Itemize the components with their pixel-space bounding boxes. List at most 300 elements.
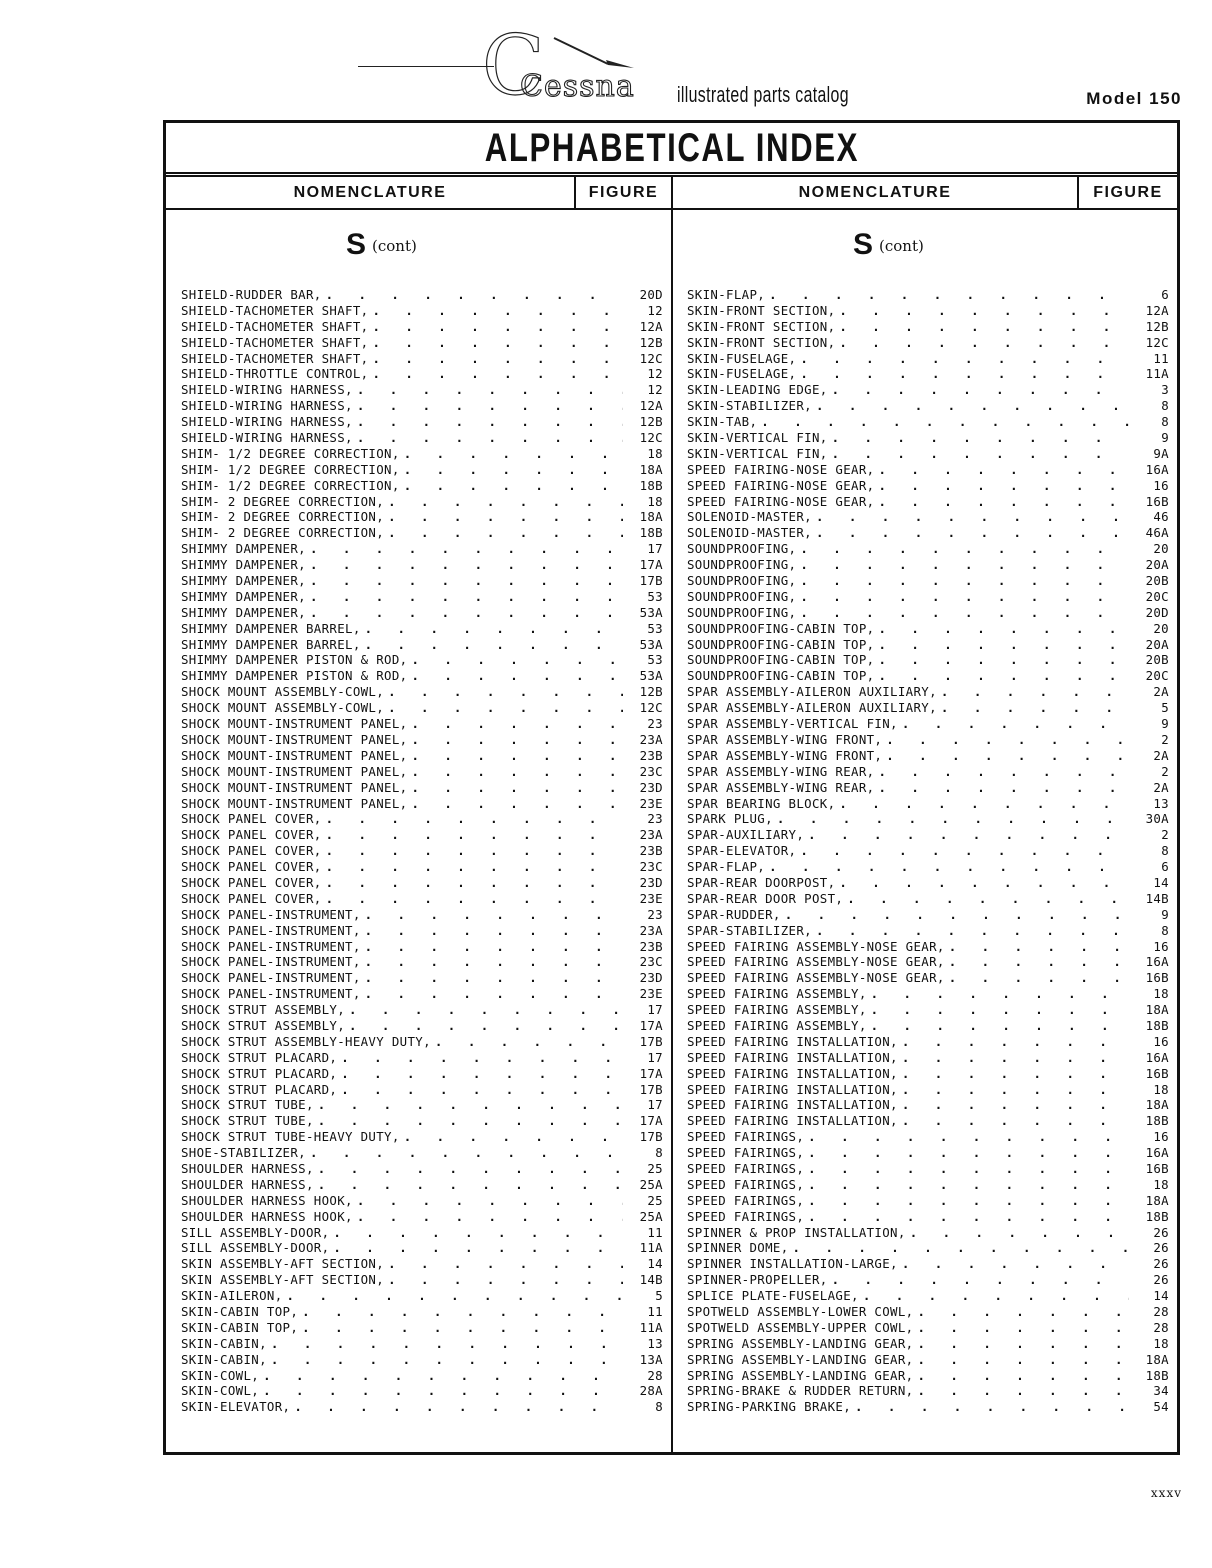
entry-nomenclature: SHOCK STRUT TUBE,: [181, 1113, 314, 1129]
entry-nomenclature: SPRING-BRAKE & RUDDER RETURN,: [687, 1383, 914, 1399]
entry-nomenclature: SHOCK PANEL COVER,: [181, 843, 322, 859]
entry-figure: 34: [1153, 1383, 1169, 1399]
entry-nomenclature: SPLICE PLATE-FUSELAGE,: [687, 1288, 859, 1304]
entry-nomenclature: SPEED FAIRING-NOSE GEAR,: [687, 461, 875, 477]
dot-leader: [384, 494, 623, 510]
entry-nomenclature: SHOE-STABILIZER,: [181, 1145, 306, 1161]
section-note: (cont): [372, 237, 417, 255]
index-entry: [181, 1336, 663, 1352]
index-entry: [687, 1320, 1169, 1336]
index-entry: [687, 1129, 1169, 1145]
dot-leader: [384, 1256, 623, 1272]
entry-figure: 18B: [1145, 1367, 1169, 1383]
dot-leader: [407, 652, 623, 668]
entry-figure: 16B: [1145, 970, 1169, 986]
index-entry: [181, 1352, 663, 1368]
entry-figure: 12C: [1145, 334, 1169, 350]
dot-leader: [267, 1352, 623, 1368]
right-entry-list: [687, 287, 1169, 1415]
dot-leader: [322, 287, 623, 303]
index-entry: [687, 1018, 1169, 1034]
dot-leader: [322, 891, 623, 907]
entry-figure: 18A: [639, 461, 663, 477]
index-entry: [687, 1161, 1169, 1177]
entry-figure: 14B: [639, 1272, 663, 1288]
index-entry: [181, 1383, 663, 1399]
dot-leader: [781, 907, 1129, 923]
entry-nomenclature: SPEED FAIRING INSTALLATION,: [687, 1097, 898, 1113]
dot-leader: [913, 1368, 1129, 1384]
entry-figure: 18B: [639, 477, 663, 493]
entry-figure: 2: [1161, 827, 1169, 843]
dot-leader: [796, 843, 1129, 859]
section-letter: S: [853, 228, 874, 261]
entry-nomenclature: SKIN-FLAP,: [687, 287, 766, 302]
entry-nomenclature: SPOTWELD ASSEMBLY-UPPER COWL,: [687, 1319, 914, 1335]
dot-leader: [306, 589, 623, 605]
entry-nomenclature: SPRING ASSEMBLY-LANDING GEAR,: [687, 1351, 914, 1367]
entry-figure: 20A: [1145, 557, 1169, 573]
left-entry-list: [181, 287, 663, 1415]
index-entry: [181, 1145, 663, 1161]
index-entry: [687, 589, 1169, 605]
index-entry: [687, 907, 1169, 923]
dot-leader: [322, 843, 623, 859]
index-entry: [687, 1002, 1169, 1018]
dot-leader: [353, 398, 623, 414]
entry-nomenclature: SPINNER & PROP INSTALLATION,: [687, 1224, 906, 1240]
entry-nomenclature: SHIELD-WIRING HARNESS,: [181, 414, 353, 430]
entry-figure: 18: [647, 445, 663, 461]
index-entry: [181, 1304, 663, 1320]
entry-nomenclature: SHOCK PANEL-INSTRUMENT,: [181, 906, 361, 922]
dot-leader: [874, 621, 1129, 637]
entry-nomenclature: SPEED FAIRINGS,: [687, 1208, 805, 1224]
index-entry: [687, 414, 1169, 430]
dot-leader: [368, 303, 623, 319]
entry-nomenclature: SHOCK PANEL COVER,: [181, 890, 322, 906]
dot-leader: [267, 1336, 623, 1352]
index-entry: [181, 1193, 663, 1209]
column-divider: [671, 175, 673, 1452]
index-entry: [181, 541, 663, 557]
dot-leader: [368, 319, 623, 335]
entry-nomenclature: SPEED FAIRINGS,: [687, 1129, 805, 1145]
index-entry: [687, 446, 1169, 462]
entry-nomenclature: SKIN-TAB,: [687, 414, 758, 430]
dot-leader: [407, 780, 623, 796]
entry-figure: 9: [1161, 906, 1169, 922]
dot-leader: [945, 954, 1129, 970]
entry-figure: 28: [647, 1367, 663, 1383]
entry-nomenclature: SHOCK MOUNT-INSTRUMENT PANEL,: [181, 779, 408, 795]
dot-leader: [804, 1177, 1129, 1193]
index-entry: [181, 1240, 663, 1256]
dot-leader: [867, 1018, 1129, 1034]
entry-figure: 23A: [639, 922, 663, 938]
index-entry: [181, 1034, 663, 1050]
entry-nomenclature: SOUNDPROOFING-CABIN TOP,: [687, 620, 875, 636]
entry-figure: 18B: [1145, 1017, 1169, 1033]
entry-nomenclature: SPAR ASSEMBLY-WING REAR,: [687, 763, 875, 779]
entry-nomenclature: SHIM- 1/2 DEGREE CORRECTION,: [181, 445, 400, 461]
entry-figure: 18: [1153, 986, 1169, 1002]
entry-figure: 12C: [639, 430, 663, 446]
entry-figure: 23B: [639, 747, 663, 763]
dot-leader: [407, 764, 623, 780]
entry-figure: 14: [1153, 874, 1169, 890]
index-entry: [181, 1018, 663, 1034]
entry-figure: 17A: [639, 1017, 663, 1033]
index-entry: [181, 446, 663, 462]
dot-leader: [314, 1177, 623, 1193]
index-entry: [687, 335, 1169, 351]
index-entry: [181, 1082, 663, 1098]
index-entry: [687, 716, 1169, 732]
entry-nomenclature: SKIN-FRONT SECTION,: [687, 334, 836, 350]
index-entry: [181, 907, 663, 923]
entry-nomenclature: SPRING-PARKING BRAKE,: [687, 1399, 852, 1415]
index-entry: [181, 1177, 663, 1193]
entry-figure: 9: [1161, 430, 1169, 446]
index-entry: [687, 684, 1169, 700]
entry-nomenclature: SOUNDPROOFING,: [687, 588, 797, 604]
index-entry: [181, 1066, 663, 1082]
entry-nomenclature: SHOCK PANEL-INSTRUMENT,: [181, 938, 361, 954]
index-entry: [687, 557, 1169, 573]
entry-figure: 20D: [1145, 604, 1169, 620]
entry-figure: 5: [655, 1288, 663, 1304]
index-entry: [181, 637, 663, 653]
entry-nomenclature: SHOCK STRUT PLACARD,: [181, 1081, 338, 1097]
entry-nomenclature: SKIN-AILERON,: [181, 1288, 283, 1304]
entry-figure: 53A: [639, 604, 663, 620]
entry-nomenclature: SHIMMY DAMPENER PISTON & ROD,: [181, 668, 408, 684]
dot-leader: [400, 462, 623, 478]
dot-leader: [400, 1129, 623, 1145]
index-entry: [687, 430, 1169, 446]
entry-nomenclature: SKIN-VERTICAL FIN,: [687, 430, 828, 446]
entry-figure: 18A: [1145, 1192, 1169, 1208]
index-entry: [687, 1034, 1169, 1050]
entry-figure: 28A: [639, 1383, 663, 1399]
entry-nomenclature: SHOCK STRUT TUBE-HEAVY DUTY,: [181, 1129, 400, 1145]
dot-leader: [796, 541, 1129, 557]
dot-leader: [812, 398, 1129, 414]
entry-figure: 25: [647, 1160, 663, 1176]
entry-nomenclature: SHOULDER HARNESS,: [181, 1160, 314, 1176]
entry-nomenclature: SPAR ASSEMBLY-WING FRONT,: [687, 731, 883, 747]
index-entry: [687, 1383, 1169, 1399]
entry-figure: 3: [1161, 382, 1169, 398]
entry-figure: 6: [1161, 859, 1169, 875]
nomenclature-header: NOMENCLATURE: [166, 177, 576, 208]
index-entry: [181, 1320, 663, 1336]
dot-leader: [361, 954, 623, 970]
entry-nomenclature: SHIM- 1/2 DEGREE CORRECTION,: [181, 477, 400, 493]
dot-leader: [859, 1288, 1129, 1304]
entry-nomenclature: SPAR BEARING BLOCK,: [687, 795, 836, 811]
dot-leader: [937, 684, 1129, 700]
entry-figure: 26: [1153, 1224, 1169, 1240]
entry-figure: 18A: [639, 509, 663, 525]
entry-figure: 26: [1153, 1256, 1169, 1272]
entry-figure: 12: [647, 302, 663, 318]
section-heading-right: [853, 228, 924, 262]
entry-nomenclature: SHIMMY DAMPENER BARREL,: [181, 620, 361, 636]
entry-nomenclature: SPEED FAIRING INSTALLATION,: [687, 1049, 898, 1065]
index-entry: [181, 1209, 663, 1225]
entry-figure: 11: [647, 1224, 663, 1240]
entry-nomenclature: SHOULDER HARNESS,: [181, 1176, 314, 1192]
entry-nomenclature: SHOULDER HARNESS HOOK,: [181, 1192, 353, 1208]
entry-nomenclature: SPAR-REAR DOORPOST,: [687, 874, 836, 890]
entry-figure: 17B: [639, 1033, 663, 1049]
index-entry: [687, 875, 1169, 891]
dot-leader: [804, 1129, 1129, 1145]
index-entry: [181, 939, 663, 955]
entry-nomenclature: SPEED FAIRING ASSEMBLY,: [687, 1017, 867, 1033]
index-entry: [687, 939, 1169, 955]
entry-figure: 13A: [639, 1351, 663, 1367]
index-entry: [181, 573, 663, 589]
index-entry: [687, 1113, 1169, 1129]
index-entry: [687, 509, 1169, 525]
dot-leader: [368, 366, 623, 382]
entry-nomenclature: SPOTWELD ASSEMBLY-LOWER COWL,: [687, 1304, 914, 1319]
entry-figure: 53A: [639, 636, 663, 652]
dot-leader: [835, 796, 1129, 812]
dot-leader: [913, 1320, 1129, 1336]
entry-figure: 23B: [639, 843, 663, 859]
entry-figure: 17B: [639, 1081, 663, 1097]
entry-figure: 17A: [639, 1113, 663, 1129]
index-entry: [687, 891, 1169, 907]
index-entry: [181, 557, 663, 573]
entry-figure: 18B: [1145, 1113, 1169, 1129]
entry-figure: 18: [647, 493, 663, 509]
dot-leader: [384, 684, 623, 700]
dot-leader: [322, 859, 623, 875]
entry-nomenclature: SHOCK MOUNT ASSEMBLY-COWL,: [181, 700, 385, 716]
index-entry: [181, 811, 663, 827]
dot-leader: [314, 1113, 623, 1129]
index-entry: [181, 716, 663, 732]
entry-figure: 16B: [1145, 1065, 1169, 1081]
entry-figure: 2A: [1153, 779, 1169, 795]
entry-nomenclature: SPINNER-PROPELLER,: [687, 1272, 828, 1288]
entry-figure: 16: [1153, 1129, 1169, 1145]
entry-nomenclature: SPRING ASSEMBLY-LANDING GEAR,: [687, 1367, 914, 1383]
entry-figure: 5: [1161, 700, 1169, 716]
index-entry: [687, 748, 1169, 764]
dot-leader: [353, 430, 623, 446]
dot-leader: [353, 1193, 623, 1209]
entry-nomenclature: SHIM- 2 DEGREE CORRECTION,: [181, 493, 385, 509]
dot-leader: [898, 1097, 1129, 1113]
entry-figure: 12B: [1145, 318, 1169, 334]
dot-leader: [353, 382, 623, 398]
entry-nomenclature: SOLENOID-MASTER,: [687, 525, 812, 541]
entry-figure: 46: [1153, 509, 1169, 525]
entry-nomenclature: SKIN-FRONT SECTION,: [687, 302, 836, 318]
entry-nomenclature: SKIN-CABIN,: [181, 1351, 267, 1367]
entry-figure: 20B: [1145, 573, 1169, 589]
entry-figure: 20D: [639, 287, 663, 302]
entry-nomenclature: SPAR-ELEVATOR,: [687, 843, 797, 859]
index-entry: [181, 796, 663, 812]
index-entry: [181, 1256, 663, 1272]
entry-nomenclature: SHOCK PANEL-INSTRUMENT,: [181, 954, 361, 970]
dot-leader: [407, 748, 623, 764]
dot-leader: [407, 796, 623, 812]
index-entry: [687, 351, 1169, 367]
entry-figure: 23: [647, 716, 663, 732]
entry-nomenclature: SKIN-FUSELAGE,: [687, 350, 797, 366]
index-entry: [181, 398, 663, 414]
dot-leader: [306, 605, 623, 621]
dot-leader: [765, 287, 1129, 303]
entry-figure: 18A: [1145, 1002, 1169, 1018]
entry-nomenclature: SHOCK PANEL COVER,: [181, 874, 322, 890]
index-entry: [687, 573, 1169, 589]
dot-leader: [835, 335, 1129, 351]
dot-leader: [882, 732, 1129, 748]
entry-nomenclature: SHIM- 2 DEGREE CORRECTION,: [181, 525, 385, 541]
index-entry: [181, 700, 663, 716]
section-note: (cont): [879, 237, 924, 255]
dot-leader: [384, 525, 623, 541]
index-entry: [687, 478, 1169, 494]
index-entry: [181, 732, 663, 748]
entry-nomenclature: SPAR-RUDDER,: [687, 906, 781, 922]
dot-leader: [765, 859, 1129, 875]
entry-nomenclature: SHIM- 2 DEGREE CORRECTION,: [181, 509, 385, 525]
index-entry: [181, 1288, 663, 1304]
dot-leader: [874, 637, 1129, 653]
entry-figure: 12C: [639, 350, 663, 366]
index-entry: [181, 462, 663, 478]
entry-nomenclature: SKIN-ELEVATOR,: [181, 1399, 291, 1415]
dot-leader: [828, 430, 1129, 446]
index-entry: [181, 684, 663, 700]
dot-leader: [898, 716, 1129, 732]
entry-figure: 54: [1153, 1399, 1169, 1415]
entry-figure: 16B: [1145, 1160, 1169, 1176]
entry-figure: 16: [1153, 938, 1169, 954]
index-entry: [181, 287, 663, 303]
entry-figure: 17: [647, 1097, 663, 1113]
entry-figure: 23C: [639, 954, 663, 970]
index-entry: [181, 478, 663, 494]
entry-figure: 12B: [639, 334, 663, 350]
entry-figure: 16A: [1145, 1049, 1169, 1065]
entry-nomenclature: SKIN-COWL,: [181, 1383, 260, 1399]
dot-leader: [298, 1320, 623, 1336]
dot-leader: [796, 573, 1129, 589]
entry-nomenclature: SHIMMY DAMPENER,: [181, 573, 306, 589]
dot-leader: [329, 1225, 623, 1241]
dot-leader: [804, 1161, 1129, 1177]
entry-nomenclature: SPEED FAIRING INSTALLATION,: [687, 1081, 898, 1097]
entry-nomenclature: SHIMMY DAMPENER,: [181, 557, 306, 573]
entry-figure: 18: [1153, 1081, 1169, 1097]
index-entry: [687, 668, 1169, 684]
entry-nomenclature: SPEED FAIRINGS,: [687, 1145, 805, 1161]
entry-figure: 17: [647, 1049, 663, 1065]
dot-leader: [337, 1082, 623, 1098]
entry-figure: 20: [1153, 620, 1169, 636]
dot-leader: [874, 462, 1129, 478]
entry-figure: 26: [1153, 1240, 1169, 1256]
entry-figure: 8: [655, 1399, 663, 1415]
header-rule: [358, 66, 494, 67]
index-entry: [687, 1097, 1169, 1113]
entry-figure: 17A: [639, 557, 663, 573]
entry-nomenclature: SPEED FAIRING ASSEMBLY-NOSE GEAR,: [687, 954, 945, 970]
entry-nomenclature: SPEED FAIRING INSTALLATION,: [687, 1065, 898, 1081]
index-entry: [687, 605, 1169, 621]
entry-nomenclature: SHOCK STRUT PLACARD,: [181, 1065, 338, 1081]
entry-nomenclature: SKIN-VERTICAL FIN,: [687, 445, 828, 461]
entry-nomenclature: SHOCK MOUNT-INSTRUMENT PANEL,: [181, 747, 408, 763]
entry-figure: 17B: [639, 573, 663, 589]
entry-figure: 23: [647, 811, 663, 827]
dot-leader: [835, 875, 1129, 891]
index-entry: [687, 303, 1169, 319]
index-entry: [181, 923, 663, 939]
catalog-subtitle: illustrated parts catalog: [677, 82, 849, 107]
dot-leader: [945, 939, 1129, 955]
dot-leader: [368, 335, 623, 351]
index-entry: [181, 1272, 663, 1288]
dot-leader: [804, 1145, 1129, 1161]
index-entry: [181, 970, 663, 986]
entry-nomenclature: SHOCK MOUNT-INSTRUMENT PANEL,: [181, 795, 408, 811]
dot-leader: [882, 748, 1129, 764]
dot-leader: [259, 1368, 623, 1384]
index-entry: [181, 1097, 663, 1113]
entry-figure: 23E: [639, 986, 663, 1002]
entry-nomenclature: SHIELD-WIRING HARNESS,: [181, 398, 353, 414]
dot-leader: [828, 382, 1129, 398]
entry-figure: 12: [647, 382, 663, 398]
entry-nomenclature: SPEED FAIRING ASSEMBLY,: [687, 1002, 867, 1018]
index-entry: [687, 541, 1169, 557]
entry-figure: 2: [1161, 731, 1169, 747]
dot-leader: [361, 907, 623, 923]
entry-figure: 23D: [639, 874, 663, 890]
index-entry: [687, 923, 1169, 939]
nomenclature-header: NOMENCLATURE: [673, 177, 1079, 208]
entry-figure: 23C: [639, 859, 663, 875]
entry-nomenclature: SPINNER DOME,: [687, 1240, 789, 1256]
entry-figure: 18B: [639, 525, 663, 541]
entry-figure: 23E: [639, 890, 663, 906]
entry-nomenclature: SOUNDPROOFING,: [687, 604, 797, 620]
dot-leader: [937, 700, 1129, 716]
entry-figure: 53: [647, 652, 663, 668]
index-entry: [181, 430, 663, 446]
entry-figure: 12B: [639, 414, 663, 430]
index-entry: [687, 1177, 1169, 1193]
entry-figure: 23D: [639, 970, 663, 986]
entry-nomenclature: SKIN ASSEMBLY-AFT SECTION,: [181, 1272, 385, 1288]
dot-leader: [851, 1399, 1129, 1415]
index-entry: [687, 986, 1169, 1002]
index-entry: [181, 335, 663, 351]
dot-leader: [400, 446, 623, 462]
